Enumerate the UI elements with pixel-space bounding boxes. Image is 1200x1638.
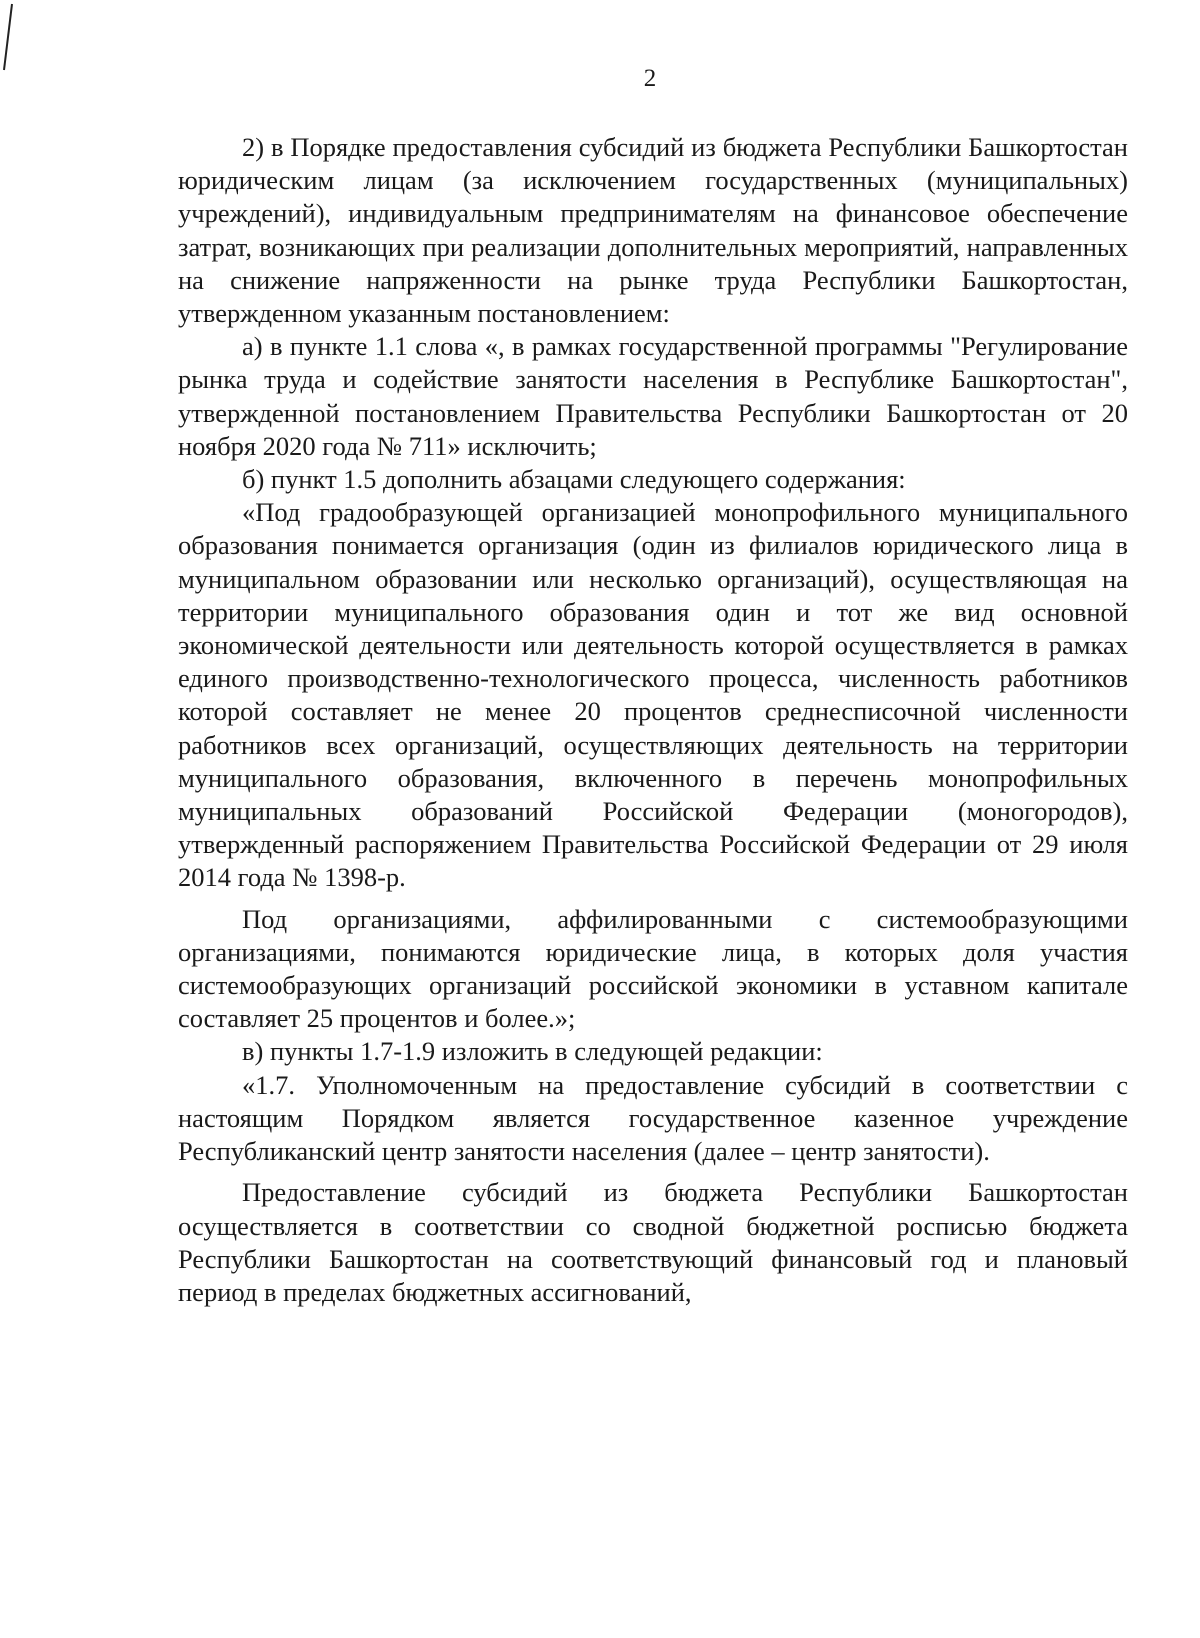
page-number: 2 (643, 65, 657, 92)
paragraph-item-v: в) пункты 1.7-1.9 изложить в следующей редакции: (242, 1036, 823, 1067)
paragraph-definition-affiliated: Под организациями, аффилированными с системообразующими организациями, понимаются юридические лица, в которых доля участия системообразующих организаций российской экономики в уставном капитале составляет 25 процентов и более.»; (178, 903, 1128, 1034)
paragraph-amendment-2: 2) в Порядке предоставления субсидий из бюджета Республики Башкортостан юридическим лицам (за исключением государственных (муниципальных) учреждений), индивидуальным предпринимателям на финансовое обеспечение затрат, возникающих при реализации дополнительных мероприятий, направленных на снижение напряженности на рынке труда Республики Башкортостан, утвержденном указанным постановлением: (178, 132, 1128, 329)
paragraph-clause-1-7: «1.7. Уполномоченным на предоставление субсидий в соответствии с настоящим Порядком является государственное казенное учреждение Республиканский центр занятости населения (далее – центр занятости). (178, 1069, 1128, 1167)
paragraph-item-a: а) в пункте 1.1 слова «, в рамках государственной программы "Регулирование рынка труда и содействие занятости населения в Республике Башкортостан", утвержденной постановлением Правительства Республики Башкортостан от 20 ноября 2020 года № 711» исключить; (178, 331, 1128, 461)
paragraph-subsidy-provision: Предоставление субсидий из бюджета Республики Башкортостан осуществляется в соответствии со сводной бюджетной росписью бюджета Республики Башкортостан на соответствующий финансовый год и плановый период в пределах бюджетных ассигнований, (178, 1177, 1128, 1307)
paragraph-definition-city-forming: «Под градообразующей организацией монопрофильного муниципального образования понимается организация (один из филиалов юридического лица в муниципальном образовании или несколько организаций), осуществляющая на территории муниципального образования один и тот же вид основной экономической деятельности или деятельность которой осуществляется в рамках единого производственно-технологического процесса, численность работников которой составляет не менее 20 процентов среднесписочной численности работников всех организаций, осуществляющих деятельность на территории муниципального образования, включенного в перечень монопрофильных муниципальных образований Российской Федерации (моногородов), утвержденный распоряжением Правительства Российской Федерации от 29 июля 2014 года № 1398-р. (178, 497, 1128, 893)
paragraph-item-b: б) пункт 1.5 дополнить абзацами следующего содержания: (242, 464, 906, 495)
document-body (178, 131, 1128, 1309)
